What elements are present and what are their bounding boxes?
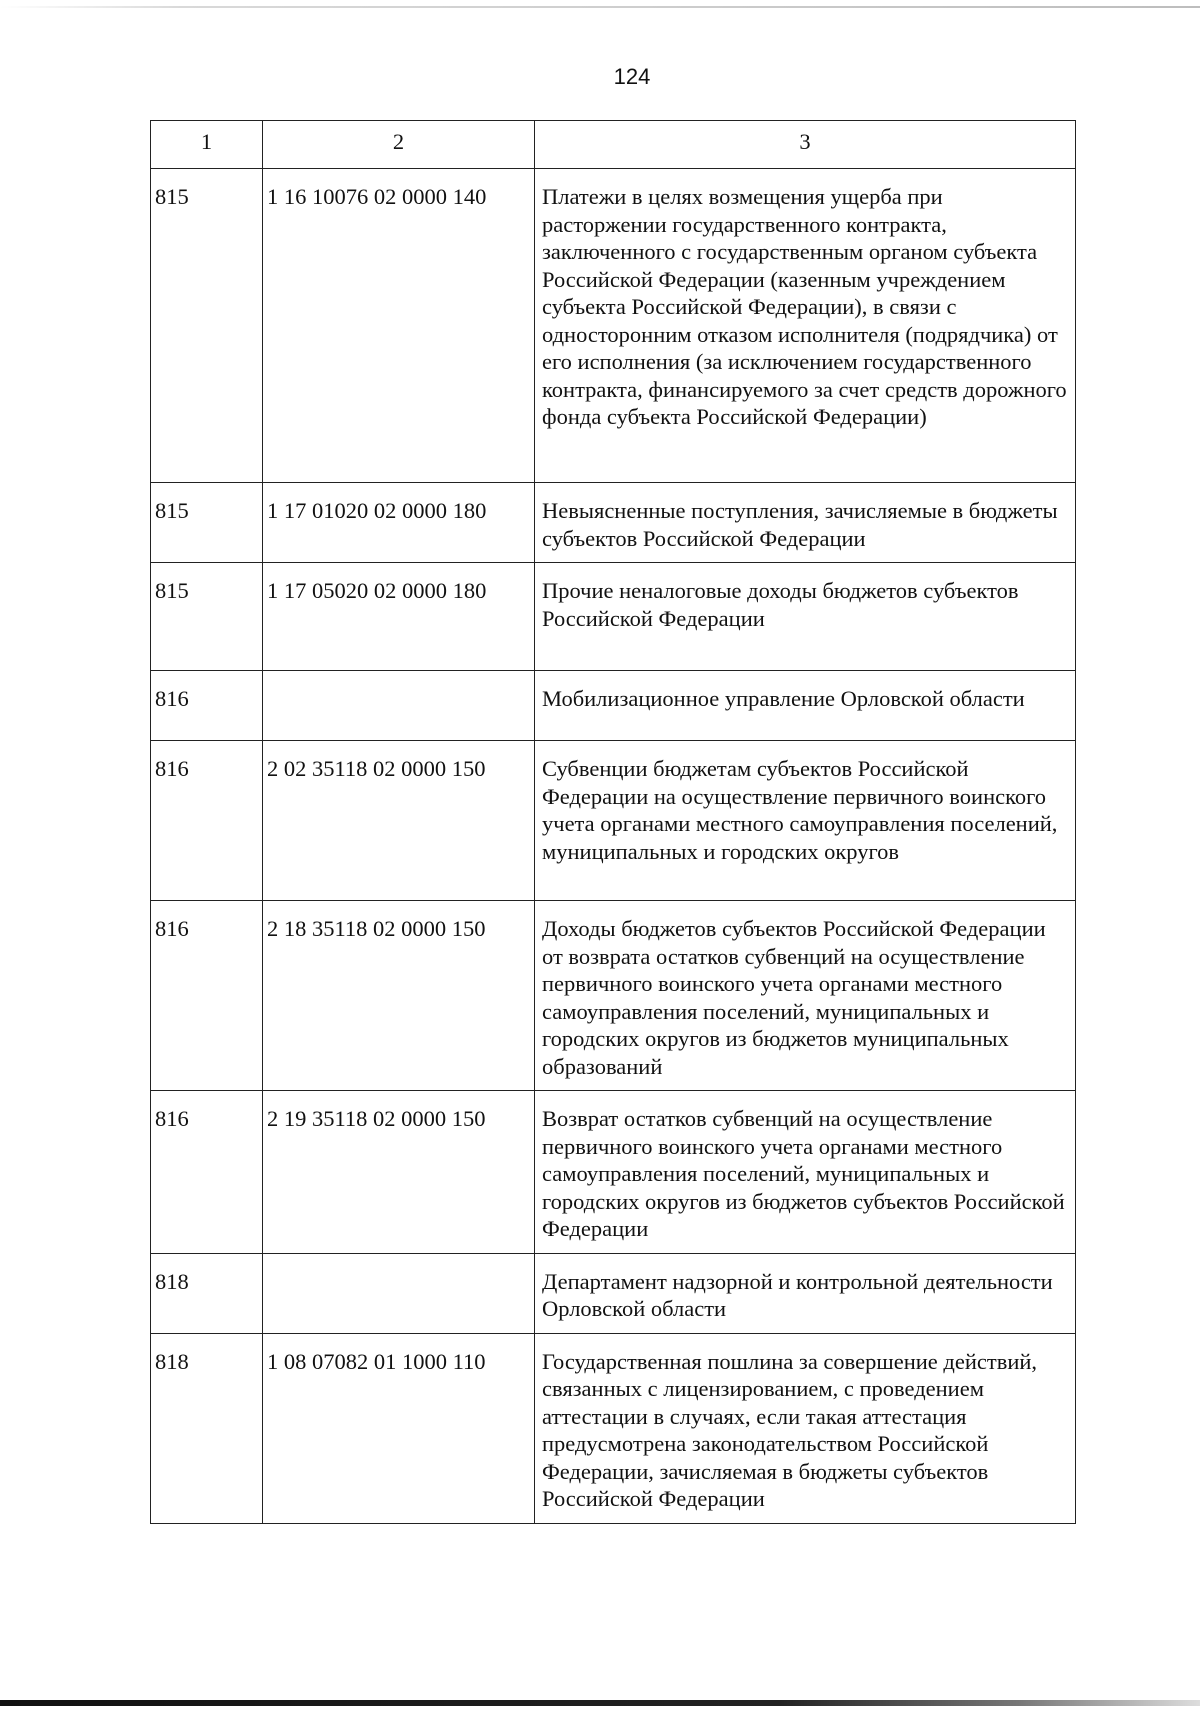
admin-code-cell: 818	[151, 1253, 263, 1333]
revenue-code-cell: 1 16 10076 02 0000 140	[263, 169, 535, 483]
revenue-code-cell: 2 18 35118 02 0000 150	[263, 901, 535, 1091]
revenue-name-cell: Государственная пошлина за совершение действий, связанных с лицензированием, с проведением аттестации в случаях, если такая аттестация предусмотрена законодательством Российской Федерации, зачисляемая в бюджеты субъектов Российской Федерации	[535, 1333, 1076, 1523]
admin-code-cell: 816	[151, 741, 263, 901]
table-row	[151, 741, 1076, 901]
revenue-code-cell: 2 02 35118 02 0000 150	[263, 741, 535, 901]
revenue-codes-table-container	[150, 120, 1075, 1524]
revenue-name-cell: Доходы бюджетов субъектов Российской Федерации от возврата остатков субвенций на осуществление первичного воинского учета органами местного самоуправления поселений, муниципальных и городских округов из бюджетов муниципальных образований	[535, 901, 1076, 1091]
header-row	[151, 121, 1076, 169]
column-header-3: 3	[535, 121, 1076, 169]
table-row	[151, 169, 1076, 483]
revenue-name-cell: Субвенции бюджетам субъектов Российской Федерации на осуществление первичного воинского учета органами местного самоуправления поселений, муниципальных и городских округов	[535, 741, 1076, 901]
admin-code-cell: 816	[151, 671, 263, 741]
table-row	[151, 483, 1076, 563]
admin-code-cell: 816	[151, 1091, 263, 1254]
revenue-code-cell: 1 17 01020 02 0000 180	[263, 483, 535, 563]
revenue-name-cell: Невыясненные поступления, зачисляемые в бюджеты субъектов Российской Федерации	[535, 483, 1076, 563]
table-row	[151, 1333, 1076, 1523]
admin-code-cell: 816	[151, 901, 263, 1091]
table-row	[151, 563, 1076, 671]
admin-code-cell: 818	[151, 1333, 263, 1523]
revenue-name-cell: Департамент надзорной и контрольной деятельности Орловской области	[535, 1253, 1076, 1333]
revenue-name-cell: Мобилизационное управление Орловской области	[535, 671, 1076, 741]
table-row	[151, 1091, 1076, 1254]
revenue-code-cell: 1 17 05020 02 0000 180	[263, 563, 535, 671]
revenue-code-cell: 2 19 35118 02 0000 150	[263, 1091, 535, 1254]
column-header-1: 1	[151, 121, 263, 169]
revenue-codes-table	[150, 120, 1076, 1524]
revenue-name-cell: Прочие неналоговые доходы бюджетов субъектов Российской Федерации	[535, 563, 1076, 671]
admin-code-cell: 815	[151, 169, 263, 483]
table-header	[151, 121, 1076, 169]
admin-code-cell: 815	[151, 483, 263, 563]
revenue-code-cell	[263, 671, 535, 741]
revenue-name-cell: Возврат остатков субвенций на осуществление первичного воинского учета органами местного самоуправления поселений, муниципальных и городских округов из бюджетов субъектов Российской Федерации	[535, 1091, 1076, 1254]
admin-code-cell: 815	[151, 563, 263, 671]
table-row	[151, 671, 1076, 741]
top-scan-rule	[0, 6, 1200, 8]
bottom-scan-rule	[0, 1700, 1200, 1706]
revenue-name-cell: Платежи в целях возмещения ущерба при расторжении государственного контракта, заключенного с государственным органом субъекта Российской Федерации (казенным учреждением субъекта Российской Федерации), в связи с односторонним отказом исполнителя (подрядчика) от его исполнения (за исключением государственного контракта, финансируемого за счет средств дорожного фонда субъекта Российской Федерации)	[535, 169, 1076, 483]
column-header-2: 2	[263, 121, 535, 169]
table-row	[151, 901, 1076, 1091]
table-row	[151, 1253, 1076, 1333]
page-number: 124	[613, 64, 651, 89]
table-body	[151, 169, 1076, 1524]
revenue-code-cell	[263, 1253, 535, 1333]
revenue-code-cell: 1 08 07082 01 1000 110	[263, 1333, 535, 1523]
